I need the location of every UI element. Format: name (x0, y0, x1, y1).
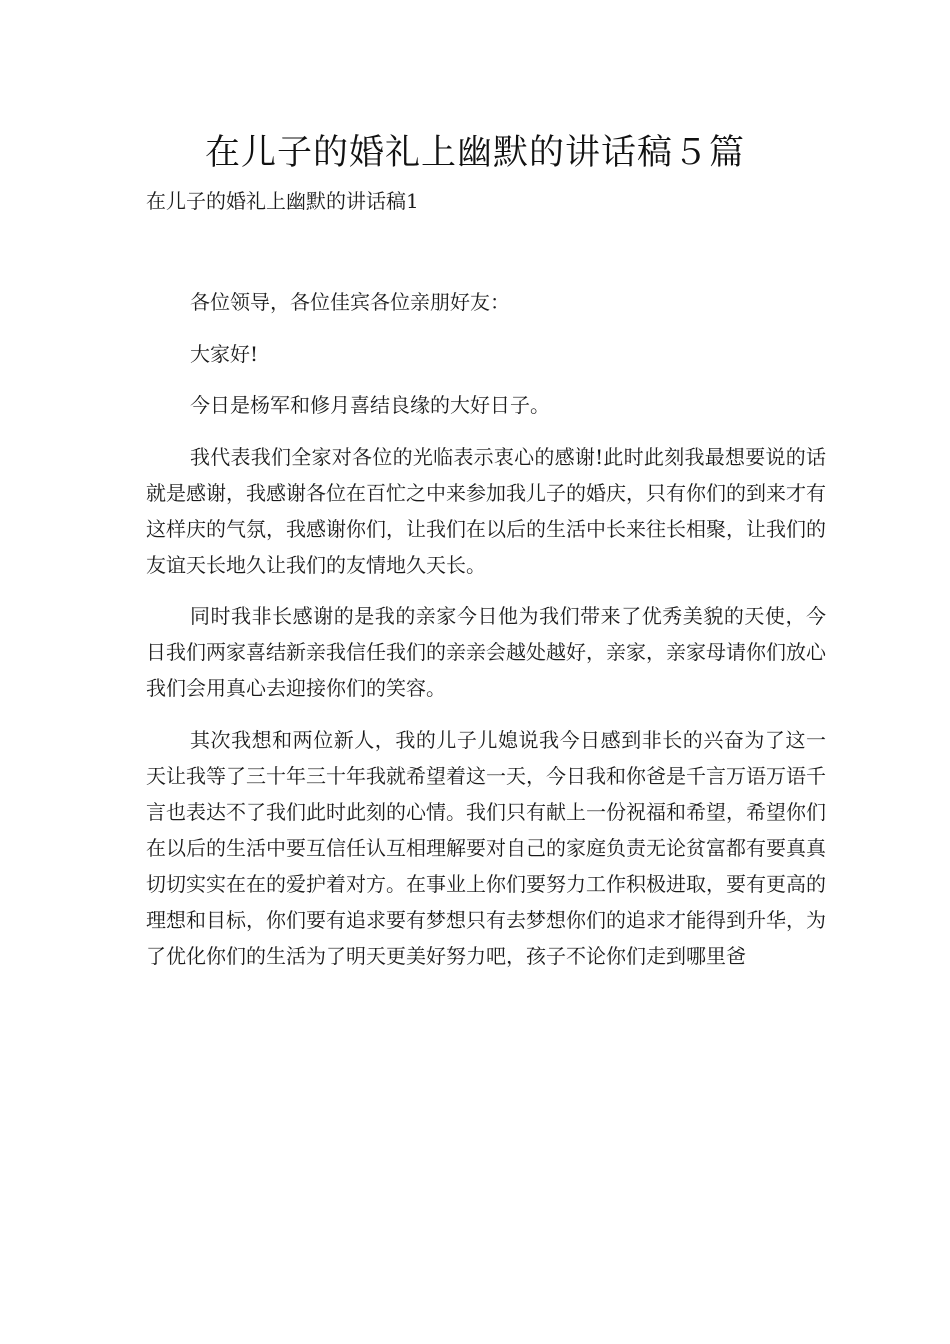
paragraph-hello: 大家好! (190, 341, 259, 366)
section-heading: 在儿子的婚礼上幽默的讲话稿1 (146, 189, 419, 213)
document-body (146, 284, 826, 974)
paragraph-to-couple: 其次我想和两位新人，我的儿子儿媳说我今日感到非长的兴奋为了这一天让我等了三十年三十年我就希望着这一天，今日我和你爸是千言万语万语千言也表达不了我们此时此刻的心情。我们只有献上一份祝福和希望，希望你们在以后的生活中要互信任认互相理解要对自己的家庭负责无论贫富都有要真真切切实实在在的爱护着对方。在事业上你们要努力工作积极进取，要有更高的理想和目标，你们要有追求要有梦想只有去梦想你们的追求才能得到升华，为了优化你们的生活为了明天更美好努力吧，孩子不论你们走到哪里爸 (146, 727, 826, 968)
paragraph-occasion: 今日是杨军和修月喜结良缘的大好日子。 (190, 393, 550, 417)
document-title: 在儿子的婚礼上幽默的讲话稿５篇 (204, 133, 745, 173)
paragraph-thanks: 我代表我们全家对各位的光临表示衷心的感谢!此时此刻我最想要说的话就是感谢，我感谢各位在百忙之中来参加我儿子的婚庆，只有你们的到来才有这样庆的气氛，我感谢你们，让我们在以后的生活中长来往长相聚，让我们的友谊天长地久让我们的友情地久天长。 (146, 444, 826, 577)
paragraph-greeting: 各位领导，各位佳宾各位亲朋好友： (190, 290, 510, 314)
paragraph-in-laws: 同时我非长感谢的是我的亲家今日他为我们带来了优秀美貌的天使，今日我们两家喜结新亲我信任我们的亲亲会越处越好，亲家，亲家母请你们放心我们会用真心去迎接你们的笑容。 (146, 604, 826, 700)
